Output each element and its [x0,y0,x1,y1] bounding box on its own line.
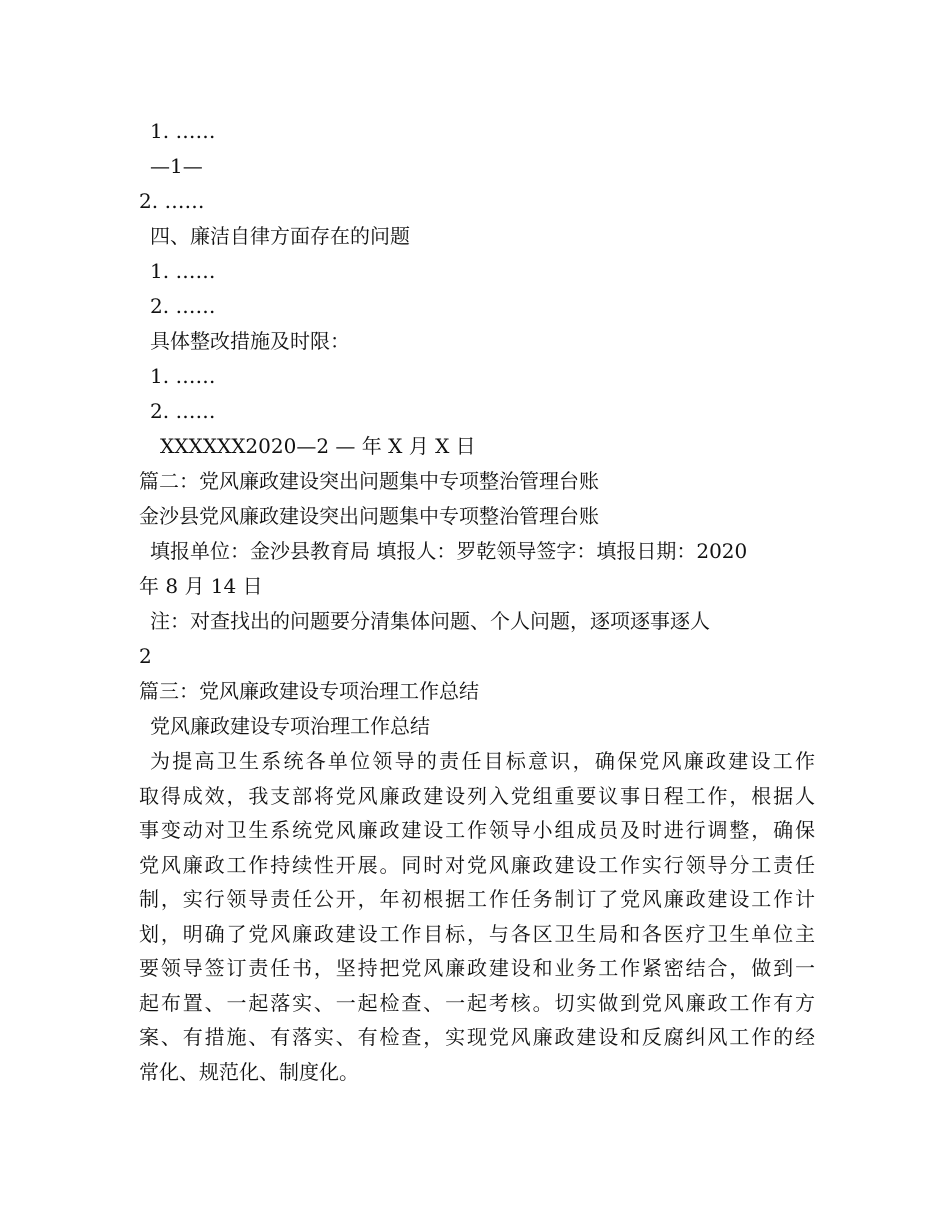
article-title: 党风廉政建设专项治理工作总结 [150,714,430,738]
chapter-title: 篇三：党风廉政建设专项治理工作总结 [139,679,479,703]
ledger-title: 金沙县党风廉政建设突出问题集中专项整治管理台账 [139,504,599,528]
date-line: XXXXXX2020—2 — 年 X 月 X 日 [160,434,476,458]
page-number: —1— [150,154,203,178]
paragraph-line: 划，明确了党风廉政建设工作目标，与各区卫生局和各医疗卫生单位主 [139,921,815,946]
list-item-1: 1. …… [150,364,216,388]
list-item-2: 2. …… [139,189,205,213]
paragraph-line: 常化、规范化、制度化。 [139,1059,359,1084]
paragraph-line: 制，实行领导责任公开，年初根据工作任务制订了党风廉政建设工作计 [139,887,815,911]
paragraph-line: 起布置、一起落实、一起检查、一起考核。切实做到党风廉政工作有方 [139,990,815,1015]
paragraph-line: 案、有措施、有落实、有检查，实现党风廉政建设和反腐纠风工作的经 [139,1025,815,1049]
paragraph-line: 要领导签订责任书，坚持把党风廉政建设和业务工作紧密结合，做到一 [139,956,815,980]
paragraph-line: 取得成效，我支部将党风廉政建设列入党组重要议事日程工作，根据人 [139,783,815,808]
list-item-2: 2. …… [150,399,216,423]
chapter-title: 篇二：党风廉政建设突出问题集中专项整治管理台账 [139,469,599,493]
page-number: 2 [139,644,152,668]
paragraph-line: 事变动对卫生系统党风廉政建设工作领导小组成员及时进行调整，确保 [139,818,815,842]
list-item-2: 2. …… [150,294,216,318]
section-heading: 四、廉洁自律方面存在的问题 [150,224,410,248]
paragraph-line: 党风廉政工作持续性开展。同时对党风廉政建设工作实行领导分工责任 [139,852,815,877]
measures-heading: 具体整改措施及时限： [150,329,350,353]
list-item-1: 1. …… [150,119,216,143]
list-item-1: 1. …… [150,259,216,283]
form-info-line: 填报单位：金沙县教育局 填报人：罗乾领导签字：填报日期：2020 [150,539,748,563]
summary-paragraph [139,744,815,1089]
paragraph-line: 为提高卫生系统各单位领导的责任目标意识，确保党风廉政建设工作 [150,749,815,773]
note-line: 注：对查找出的问题要分清集体问题、个人问题，逐项逐事逐人 [150,609,710,633]
form-date-line: 年 8 月 14 日 [139,574,263,598]
